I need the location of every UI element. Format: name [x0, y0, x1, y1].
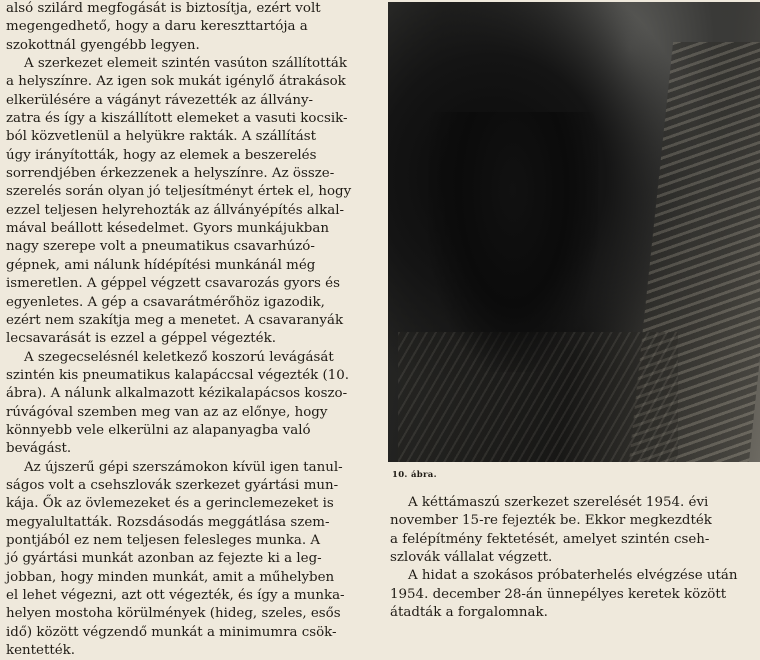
line: el lehet végezni, azt ott végezték, és így a munka-: [6, 588, 345, 603]
paragraph-3: [6, 349, 376, 459]
line: szokottnál gyengébb legyen.: [6, 37, 200, 53]
line: jó gyártási munkát azonban az fejezte ki a leg-: [6, 551, 322, 567]
line: ságos volt a csehszlovák szerkezet gyártási mun-: [6, 477, 339, 493]
worker-silhouette: [428, 112, 598, 372]
line: a helyszínre. Az igen sok mukát igénylő átrakások: [6, 74, 346, 90]
paragraph-1: [6, 0, 376, 55]
line: kentették.: [6, 643, 76, 659]
line: ból közvetlenül a helyükre rakták. A szállítást: [6, 129, 317, 145]
line: lecsavarását is ezzel a géppel végezték.: [6, 331, 276, 347]
line: szerelés során olyan jó teljesítményt értek el, hogy: [6, 184, 352, 200]
line: ábra). A nálunk alkalmazott kézikalapácsos koszo-: [6, 386, 348, 402]
figure-caption: 10. ábra.: [392, 470, 437, 480]
right-text-column: [390, 494, 760, 622]
line: idő) között végzendő munkát a minimumra csök-: [6, 624, 337, 640]
line: ezért nem szakítja meg a menetet. A csavaranyák: [6, 312, 344, 328]
line: szintén kis pneumatikus kalapáccsal végezték (10.: [6, 367, 350, 383]
line: ismeretlen. A géppel végzett csavarozás gyors és: [6, 276, 340, 292]
line: ezzel teljesen helyrehozták az állványépítés alkal-: [6, 202, 345, 218]
line: megyalultatták. Rozsdásodás meggátlása szem-: [6, 514, 330, 530]
line: A hidat a szokásos próbaterhelés elvégzése után: [408, 568, 738, 584]
line: A szerkezet elemeit szintén vasúton szállították: [24, 56, 347, 72]
line: helyen mostoha körülmények (hideg, szeles, esős: [6, 606, 341, 622]
paragraph-2: [6, 55, 376, 349]
line: november 15-re fejezték be. Ekkor megkezdték: [390, 513, 712, 529]
line: bevágást.: [6, 441, 72, 457]
line: szlovák vállalat végzett.: [390, 550, 553, 566]
line: a felépítmény fektetését, amelyet szintén cseh-: [390, 531, 710, 547]
line: A szegecselésnél keletkező koszorú levágását: [24, 349, 334, 365]
line: könnyebb vele elkerülni az alapanyagba való: [6, 422, 311, 438]
line: mával beállott késedelmet. Gyors munkájukban: [6, 221, 329, 237]
line: pontjából ez nem teljesen felesleges munka. A: [6, 532, 321, 548]
line: rúvágóval szemben meg van az az előnye, hogy: [6, 404, 328, 420]
line: alsó szilárd megfogását is biztosítja, ezért volt: [6, 1, 321, 16]
line: gépnek, ami nálunk hídépítési munkánál még: [6, 257, 316, 273]
figure-photo: [388, 2, 760, 462]
line: A kéttámaszú szerkezet szerelését 1954. évi: [408, 495, 709, 510]
line: kája. Ők az övlemezeket és a gerinclemezeket is: [6, 496, 334, 512]
paragraph-5: [390, 494, 760, 567]
left-text-column: [6, 0, 376, 660]
paragraph-4: [6, 459, 376, 660]
line: jobban, hogy minden munkát, amit a műhelyben: [6, 569, 335, 585]
line: elkerülésére a vágányt rávezették az állvány-: [6, 92, 314, 108]
line: úgy irányították, hogy az elemek a beszerelés: [6, 147, 317, 163]
line: átadták a forgalomnak.: [390, 605, 548, 621]
line: Az újszerű gépi szerszámokon kívül igen tanul-: [24, 459, 343, 475]
line: nagy szerepe volt a pneumatikus csavarhúzó-: [6, 239, 315, 255]
line: sorrendjében érkezzenek a helyszínre. Az össze-: [6, 166, 335, 182]
line: 1954. december 28-án ünnepélyes keretek között: [390, 586, 727, 602]
line: megengedhető, hogy a daru kereszttartója a: [6, 19, 308, 35]
line: zatra és így a kiszállított elemeket a vasuti kocsik-: [6, 111, 348, 127]
line: egyenletes. A gép a csavarátmérőhöz igazodik,: [6, 294, 325, 310]
paragraph-6: [390, 567, 760, 622]
